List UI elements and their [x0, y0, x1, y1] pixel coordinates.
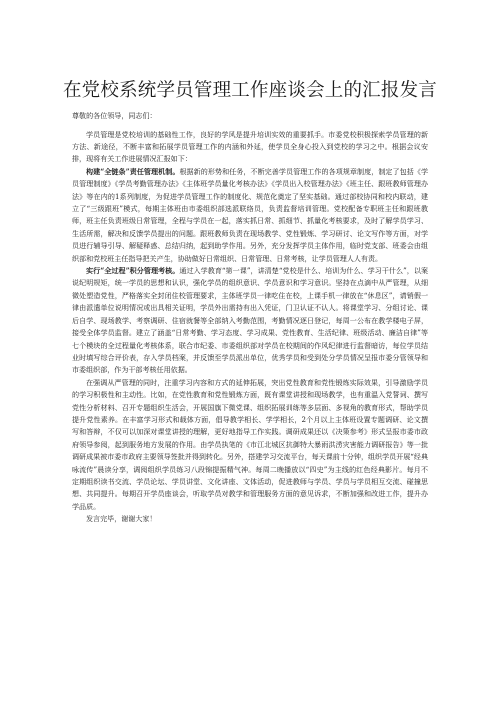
- paragraph-lead: 实行“全过程”积分管理考核。: [86, 266, 180, 276]
- paragraph-text: 学员管理是党校培训的基础性工作，良好的学风是提升培训实效的重要抓手。市委党校积极探索学员管理的新方法、新途径，不断丰富和拓展学员管理工作的内涵和外延，使学员全身心投入到党校的学习之中。根据会议安排，现将有关工作进展情况汇报如下：: [72, 129, 428, 164]
- paragraph-text: 发言完毕，谢谢大家！: [86, 514, 157, 524]
- paragraph: [72, 166, 428, 265]
- paragraph-text: 通过入学教育“第一课”，讲清楚“党校是什么、培训为什么、学习干什么”，以案说纪明规矩，统一学员的思想和认识，强化学员的组织意识、学员意识和学习意识。坚持在点滴中从严管理，从细微处塑造党性，严格落实全封闭住校管理要求，主体班学员一律吃住在校，上课手机一律放在“休息区”，请销假一律由派遣单位说明情况或出具相关证明，学员外出需持有出入凭证，门卫认证不认人。将课堂学习、分组讨论、课后自学、现场教学、考察调研、住宿就餐等全部纳入考勤范围，考勤情况逐日登记，每周一公布在教学楼电子屏，接受全体学员监督。建立了涵盖“日常考勤、学习态度、学习成果、党性教育、生活纪律、班级活动、廉洁自律”等七个模块的全过程量化考核体系，联合市纪委、市委组织部对学员在校期间的作风纪律进行监督暗访，每位学员结业时填写综合评价表，存入学员档案，并反馈至学员派出单位，优秀学员和受到处分学员情况呈报市委分管领导和市委组织部，作为干部考核任用依据。: [72, 266, 429, 375]
- paragraph: [72, 265, 428, 377]
- closing-remark: [72, 513, 428, 525]
- document-title: 在党校系统学员管理工作座谈会上的汇报发言: [62, 80, 437, 101]
- paragraph: [72, 377, 428, 513]
- paragraph: [72, 129, 428, 166]
- paragraph-text: 根据新的形势和任务，不断完善学员管理工作的各项规章制度，制定了包括《学员管理制度》《学员考勤管理办法》《主体班学员量化考核办法》《学员出入校管理办法》《班主任、跟班教师管理办法》等在内的1系列制度，为促进学员管理工作的制度化、规范化奠定了坚实基础。通过部校协同和校内联动，建立了“三级跟班”模式，每期主体班由市委组织部选派联络员，负责监督培训管理。党校配备专职班主任和跟班教师，班主任负责班级日常管理，全程与学员在一起，落实抓日常、抓细节、抓量化考核要求，及时了解学员学习、生活所需，解决和反馈学员提出的问题。跟班教师负责在现场教学、党性锻炼、学习研讨、论文写作等方面，对学员进行辅导引导、解疑释惑、总结归纳，起到助学作用。另外，充分发挥学员主体作用，临时党支部、班委会由组织部和党校班主任指导把关产生，协助做好日常组织、日常管理、日常考核，让学员管理人人有责。: [72, 166, 428, 263]
- paragraph-lead: 构建“全链条”责任管理机制。: [86, 166, 180, 176]
- paragraph-text: 在强调从严管理的同时，注重学习内容和方式的延伸拓展，突出党性教育和党性锻炼实际效果，引导激励学员的学习积极性和主动性。比如，在党性教育和党性锻炼方面，既有课堂讲授和现场教学，也有重温入党誓词、撰写党性分析材料、召开专题组织生活会，开展国旗下微党课、组织拓展训练等多层面、多视角的教育形式，帮助学员提升党性素养。在丰富学习形式和载体方面，倡导教学相长、学学相长，2个月以上主体班设置专题调研、论文撰写和答辩，不仅可以加深对课堂讲授的理解，更好地指导工作实践。调研成果还以《决策参考》形式呈报市委市政府领导参阅，起到服务地方发展的作用。由学员执笔的《市江北城区抗御特大暴雨洪涝灾害能力调研报告》等一批调研成果被市委市政府主要领导签批并得到转化。另外，搭建学习交流平台，每天课前十分钟，组织学员开展“经典咏流传”晨读分享，调阅组织学员练习八段锦提振精气神。每周二晚播放以“四史”为主线的红色经典影片。每月不定期组织读书交流、学员论坛、学员讲堂、文化讲座、文体活动，促进教师与学员、学员与学员相互交流、碰撞思想、共同提升。每期召开学员座谈会，听取学员对教学和管理服务方面的意见诉求，不断加强和改进工作，提升办学品质。: [72, 377, 428, 511]
- greeting: 尊敬的各位领导，同志们：: [72, 111, 157, 120]
- document-body: [72, 110, 428, 526]
